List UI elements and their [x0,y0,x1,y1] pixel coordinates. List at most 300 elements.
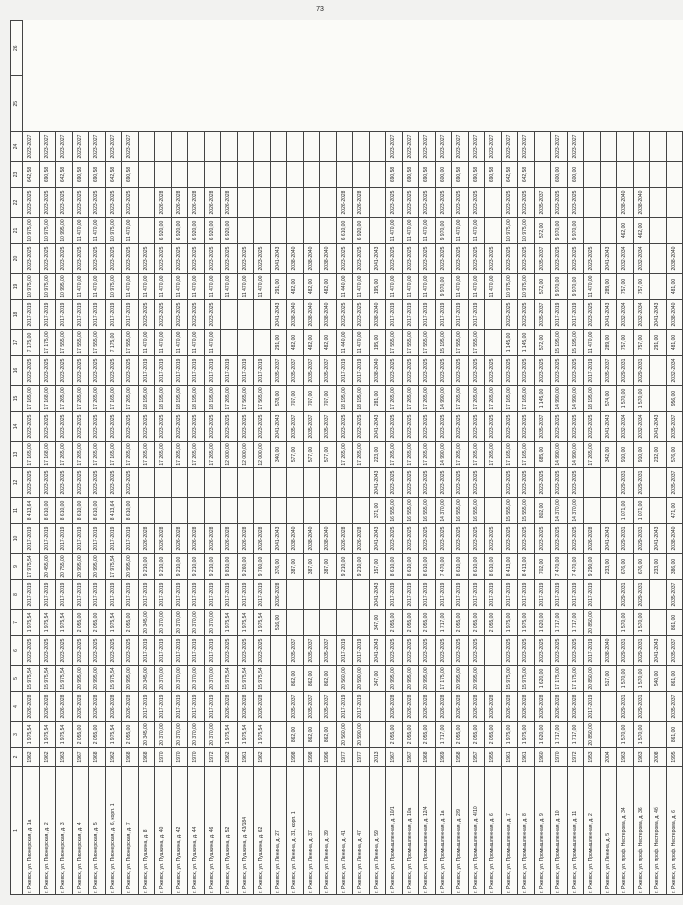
year-cell: 1962 [254,748,271,767]
value-cell: 16 555,00 [452,498,469,524]
value-cell: 17 265,00 [419,442,436,468]
value-cell: 2017-2019 [567,580,584,610]
value-cell: 11 470,00 [204,274,221,300]
value-cell: 2041-2043 [650,636,667,666]
value-cell: 20 370,00 [188,666,205,692]
value-cell: 17 555,00 [402,330,419,356]
value-cell: 2026-2028 [584,524,601,554]
address-cell: г. Ржевск, ул. Ленина, д. 5 [600,767,617,895]
value-cell: 2023-2025 [23,412,40,442]
value-cell: 540,00 [650,666,667,692]
value-cell: 2017-2019 [138,636,155,666]
value-cell: 2017-2019 [584,356,601,386]
value-cell: 690,58 [402,162,419,188]
value-cell: 862,00 [303,722,320,748]
value-cell: 14 990,00 [551,386,568,412]
value-cell: 20 345,00 [138,666,155,692]
value-cell: 2041-2043 [270,300,287,330]
value-cell: 2023-2025 [122,188,139,218]
value-cell: 2023-2025 [122,412,139,442]
value-cell: 642,58 [105,162,122,188]
value-cell [138,162,155,188]
value-cell: 20 370,00 [188,610,205,636]
value-cell: 2023-2027 [39,132,56,162]
value-cell: 2023-2025 [39,244,56,274]
column-number: 23 [11,162,23,188]
value-cell: 2017-2019 [72,580,89,610]
value-cell: 2023-2025 [72,244,89,274]
value-cell: 2038-2040 [320,244,337,274]
capital-repair-register-table [10,20,683,895]
value-cell: 1 975,54 [105,722,122,748]
year-cell: 1967 [72,748,89,767]
value-cell: 2026-2028 [353,524,370,554]
value-cell: 15 195,00 [567,330,584,356]
value-cell: 20 995,00 [89,666,106,692]
value-cell: 2023-2025 [336,244,353,274]
value-cell: 2023-2025 [435,412,452,442]
value-cell [320,580,337,610]
value-cell: 342,00 [600,442,617,468]
value-cell: 2023-2025 [353,412,370,442]
column-number: 26 [11,21,23,77]
value-cell: 2023-2025 [402,636,419,666]
value-cell: 2023-2027 [452,132,469,162]
value-cell: 2023-2025 [23,188,40,218]
value-cell: 2038-2040 [320,300,337,330]
value-cell: 690,58 [39,162,56,188]
value-cell [221,132,238,162]
year-cell: 2004 [600,748,617,767]
value-cell: 2023-2027 [56,132,73,162]
value-cell: 11 470,00 [188,330,205,356]
value-cell: 2026-2028 [551,692,568,722]
value-cell: 956,00 [666,386,683,412]
address-cell: г. Ржевск, ул. Пионерская, д. 3 [56,767,73,895]
value-cell: 2023-2025 [386,244,403,274]
value-cell: 1 570,00 [633,666,650,692]
value-cell: 2023-2025 [89,244,106,274]
value-cell: 2017-2019 [171,636,188,666]
value-cell: 2038-2040 [320,524,337,554]
value-cell: 10 975,00 [39,274,56,300]
year-cell: 1972 [567,748,584,767]
value-cell: 2023-2025 [551,356,568,386]
value-cell: 20 370,00 [171,610,188,636]
value-cell [336,498,353,524]
value-cell: 2041-2043 [270,244,287,274]
table-row [567,21,584,895]
value-cell [666,188,683,218]
value-cell: 11 470,00 [386,218,403,244]
value-cell [320,610,337,636]
value-cell: 2035-2037 [534,188,551,218]
value-cell: 2026-2028 [188,188,205,218]
value-cell: 8 610,00 [468,554,485,580]
value-cell: 10 975,00 [23,274,40,300]
value-cell: 20 455,00 [39,554,56,580]
value-cell: 2023-2025 [237,636,254,666]
value-cell: 2017-2019 [23,524,40,554]
value-cell: 462,00 [633,218,650,244]
value-cell: 17 555,00 [452,330,469,356]
value-cell: 157,00 [369,554,386,580]
value-cell: 2023-2027 [551,132,568,162]
year-cell: 1961 [501,748,518,767]
table-row [89,21,106,895]
value-cell [320,188,337,218]
value-cell: 2023-2025 [138,412,155,442]
value-cell [485,300,502,330]
value-cell: 690,58 [122,162,139,188]
value-cell: 17 265,00 [188,442,205,468]
value-cell: 20 345,00 [138,610,155,636]
value-cell: 2023-2025 [518,244,535,274]
value-cell: 2023-2025 [452,244,469,274]
column-number: 11 [11,498,23,524]
value-cell: 2023-2025 [138,244,155,274]
value-cell: 2023-2025 [452,636,469,666]
value-cell [369,722,386,748]
value-cell: 2026-2028 [171,188,188,218]
value-cell: 2023-2025 [435,636,452,666]
value-cell: 2023-2025 [56,412,73,442]
value-cell: 2017-2019 [89,300,106,330]
value-cell: 17 555,00 [122,330,139,356]
value-cell: 2023-2027 [419,132,436,162]
value-cell: 195,00 [369,274,386,300]
value-cell: 861,00 [666,666,683,692]
value-cell: 2017-2019 [122,300,139,330]
value-cell [303,162,320,188]
column-number: 16 [11,356,23,386]
value-cell: 16 555,00 [419,498,436,524]
value-cell: 2023-2027 [501,132,518,162]
value-cell [270,132,287,162]
value-cell: 2035-2037 [600,356,617,386]
value-cell: 2017-2019 [171,692,188,722]
value-cell: 757,00 [617,274,634,300]
value-cell: 2023-2025 [534,636,551,666]
value-cell: 2023-2025 [452,356,469,386]
value-cell: 233,00 [600,554,617,580]
value-cell: 2023-2025 [567,188,584,218]
table-row [56,21,73,895]
column-number: 18 [11,300,23,330]
value-cell: 2023-2025 [353,300,370,330]
value-cell: 2023-2027 [122,132,139,162]
value-cell: 11 470,00 [122,274,139,300]
value-cell: 17 265,00 [221,386,238,412]
value-cell: 2 055,00 [72,610,89,636]
value-cell: 2023-2025 [56,244,73,274]
value-cell: 10 975,00 [105,218,122,244]
value-cell: 20 370,00 [171,722,188,748]
value-cell: 2017-2019 [534,580,551,610]
column-number: 14 [11,412,23,442]
value-cell: 578,00 [270,386,287,412]
table-row [617,21,634,895]
table-row [402,21,419,895]
address-cell: г. Ржевск, ул. Ленина, д. 39 [320,767,337,895]
value-cell: 910,00 [617,442,634,468]
value-cell: 20 995,00 [122,554,139,580]
value-cell [336,468,353,498]
column-number: 17 [11,330,23,356]
value-cell: 17 175,00 [551,666,568,692]
value-cell [353,610,370,636]
value-cell [336,132,353,162]
value-cell: 1 570,00 [617,386,634,412]
value-cell: 572,00 [534,218,551,244]
value-cell: 12 000,00 [254,442,271,468]
address-cell: г. Ржевск, ул. Пионерская, д. 1а [23,767,40,895]
value-cell: 2023-2025 [204,412,221,442]
value-cell: 18 195,00 [171,386,188,412]
value-cell: 11 470,00 [254,274,271,300]
value-cell [287,218,304,244]
value-cell: 482,00 [320,274,337,300]
value-cell: 2017-2019 [435,580,452,610]
value-cell: 2023-2025 [419,524,436,554]
value-cell: 11 470,00 [584,330,601,356]
value-cell: 2023-2025 [336,412,353,442]
value-cell: 642,58 [56,162,73,188]
value-cell: 516,00 [270,610,287,636]
address-cell: г. Ржевск, ул. Ленина, д. 59 [369,767,386,895]
value-cell: 9 970,00 [567,218,584,244]
value-cell: 910,00 [633,442,650,468]
year-cell: 1961 [237,748,254,767]
value-cell: 386,00 [666,554,683,580]
value-cell: 1 975,54 [254,610,271,636]
value-cell: 2017-2019 [188,356,205,386]
value-cell [221,468,238,498]
value-cell: 9 760,00 [254,554,271,580]
value-cell: 690,58 [485,162,502,188]
value-cell: 2023-2025 [72,468,89,498]
value-cell: 2023-2025 [501,356,518,386]
value-cell: 20 850,00 [584,666,601,692]
value-cell: 2026-2028 [419,692,436,722]
value-cell: 2023-2025 [518,188,535,218]
value-cell: 10 975,00 [501,274,518,300]
table-row [419,21,436,895]
value-cell: 7 470,00 [551,554,568,580]
value-cell [287,162,304,188]
value-cell: 2023-2025 [89,468,106,498]
value-cell: 15 975,54 [105,666,122,692]
value-cell: 17 265,00 [402,442,419,468]
value-cell: 20 370,00 [204,666,221,692]
table-row [237,21,254,895]
value-cell: 2023-2025 [419,188,436,218]
value-cell: 2035-2037 [666,692,683,722]
table-row [188,21,205,895]
value-cell [138,468,155,498]
value-cell: 2035-2037 [666,636,683,666]
value-cell: 2023-2025 [56,468,73,498]
address-cell: г. Ржевск, ул. Пушкина, д. 62 [254,767,271,895]
value-cell: 2023-2025 [23,356,40,386]
value-cell [303,132,320,162]
value-cell: 2017-2019 [254,356,271,386]
value-cell [270,498,287,524]
value-cell: 577,00 [320,442,337,468]
value-cell: 2032-2034 [617,300,634,330]
value-cell: 8 610,00 [452,554,469,580]
value-cell: 8 610,00 [419,554,436,580]
value-cell: 347,00 [369,666,386,692]
value-cell [155,468,172,498]
value-cell: 1 717,00 [551,610,568,636]
value-cell: 17 168,00 [39,442,56,468]
value-cell: 18 195,00 [204,386,221,412]
value-cell: 2023-2025 [72,636,89,666]
value-cell: 482,00 [287,330,304,356]
value-cell: 2023-2025 [23,244,40,274]
value-cell: 2017-2019 [122,580,139,610]
value-cell [155,498,172,524]
value-cell: 2038-2040 [633,188,650,218]
value-cell: 2 055,00 [452,722,469,748]
value-cell [650,468,667,498]
value-cell: 17 165,00 [518,386,535,412]
value-cell: 2026-2028 [501,692,518,722]
value-cell: 572,00 [534,330,551,356]
value-cell: 10 975,00 [105,274,122,300]
value-cell: 2017-2019 [353,692,370,722]
value-cell: 642,58 [518,162,535,188]
value-cell: 2029-2031 [633,356,650,386]
value-cell: 20 370,00 [155,610,172,636]
value-cell [485,498,502,524]
value-cell: 2017-2019 [204,356,221,386]
value-cell: 2023-2025 [518,524,535,554]
year-cell: 2008 [650,748,667,767]
value-cell: 2023-2025 [435,468,452,498]
value-cell: 20 995,00 [72,666,89,692]
value-cell [633,132,650,162]
value-cell: 2035-2037 [320,412,337,442]
value-cell [600,722,617,748]
value-cell [138,132,155,162]
value-cell: 707,00 [287,386,304,412]
value-cell: 572,00 [534,274,551,300]
value-cell: 6 920,00 [188,218,205,244]
table-row [171,21,188,895]
value-cell: 2035-2037 [320,636,337,666]
value-cell: 2023-2025 [468,636,485,666]
value-cell [534,132,551,162]
value-cell: 6 920,00 [353,218,370,244]
value-cell: 2035-2037 [303,636,320,666]
value-cell: 9 970,00 [435,218,452,244]
column-number: 24 [11,132,23,162]
value-cell: 17 165,00 [105,442,122,468]
value-cell: 2 055,00 [386,722,403,748]
value-cell: 2023-2025 [89,356,106,386]
value-cell: 2023-2025 [56,636,73,666]
value-cell: 6 920,00 [171,218,188,244]
value-cell: 17 265,00 [485,386,502,412]
column-number: 3 [11,722,23,748]
value-cell: 862,00 [287,666,304,692]
value-cell: 1 717,00 [435,722,452,748]
value-cell: 2023-2025 [567,636,584,666]
table-row [650,21,667,895]
value-cell: 676,00 [633,554,650,580]
value-cell: 2041-2043 [270,524,287,554]
value-cell: 2017-2019 [105,524,122,554]
value-cell: 1 570,00 [633,722,650,748]
value-cell: 2023-2025 [122,636,139,666]
value-cell: 9 810,00 [221,554,238,580]
value-cell: 6 920,00 [204,218,221,244]
value-cell: 2035-2037 [303,356,320,386]
value-cell: 2041-2043 [369,636,386,666]
value-cell: 12 000,00 [237,442,254,468]
value-cell: 861,00 [666,722,683,748]
value-cell: 8 610,00 [402,554,419,580]
value-cell: 8 413,00 [501,554,518,580]
value-cell [650,498,667,524]
value-cell: 17 265,00 [452,442,469,468]
value-cell: 2017-2019 [435,300,452,330]
value-cell [369,162,386,188]
value-cell: 11 470,00 [386,274,403,300]
value-cell: 1 975,54 [39,722,56,748]
value-cell: 2026-2028 [452,692,469,722]
value-cell: 2023-2025 [237,244,254,274]
value-cell: 2041-2043 [369,468,386,498]
value-cell: 2017-2019 [56,300,73,330]
value-cell: 2023-2025 [105,412,122,442]
value-cell: 2026-2028 [254,692,271,722]
value-cell: 2026-2028 [534,692,551,722]
value-cell: 2041-2043 [369,580,386,610]
value-cell: 20 995,00 [122,666,139,692]
value-cell [600,468,617,498]
value-cell: 20 370,00 [188,722,205,748]
value-cell: 17 555,00 [89,330,106,356]
value-cell: 2023-2025 [89,636,106,666]
value-cell: 2041-2043 [270,412,287,442]
value-cell: 2023-2025 [188,412,205,442]
table-row [633,21,650,895]
value-cell [237,498,254,524]
value-cell [270,218,287,244]
value-cell: 17 165,00 [23,442,40,468]
value-cell: 757,00 [617,330,634,356]
value-cell: 757,00 [633,274,650,300]
value-cell: 2 055,00 [468,610,485,636]
value-cell: 517,00 [600,666,617,692]
value-cell: 2023-2025 [155,300,172,330]
value-cell [485,636,502,666]
value-cell: 2026-2028 [402,692,419,722]
value-cell: 8 610,00 [72,498,89,524]
value-cell: 12 000,00 [221,442,238,468]
value-cell: 1 717,00 [567,610,584,636]
value-cell: 7 470,00 [567,554,584,580]
address-cell: г. Ржевск, ул. Пионерская, д. 4 [72,767,89,895]
value-cell: 16 555,00 [468,498,485,524]
value-cell: 2017-2019 [452,300,469,330]
value-cell: 2041-2043 [369,524,386,554]
value-cell: 11 470,00 [452,218,469,244]
column-number: 21 [11,218,23,244]
